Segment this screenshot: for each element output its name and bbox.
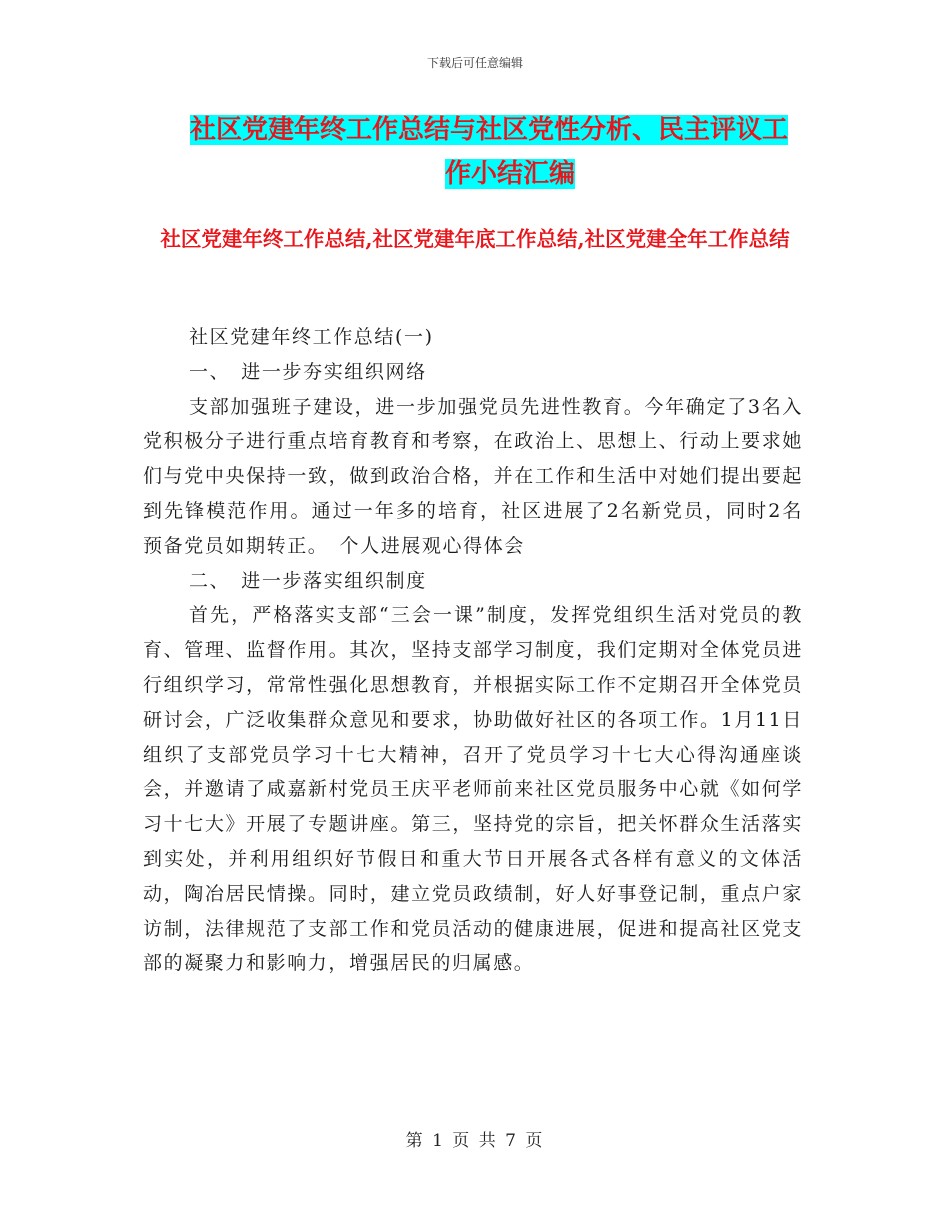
document-title [190,108,810,196]
page-number-footer: 第 1 页 共 7 页 [405,1131,545,1151]
title-line-1: 社区党建年终工作总结与社区党性分析、民主评议工 [190,115,789,145]
item-heading-1: 一、 进一步夯实组织网络 [189,360,427,383]
paragraph-1: 支部加强班子建设，进一步加强党员先进性教育。今年确定了3名入党积极分子进行重点培育教育和考察，在政治上、思想上、行动上要求她们与党中央保持一致，做到政治合格，并在工作和生活中对她们提出要起到先锋模范作用。通过一年多的培育，社区进展了2名新党员，同时2名预备党员如期转正。 个人进展观心得体会 [143,395,803,557]
document-body [143,320,803,981]
title-line-2: 作小结汇编 [444,159,575,189]
document-subtitle: 社区党建年终工作总结,社区党建年底工作总结,社区党建全年工作总结 [160,227,790,251]
paragraph-2: 首先，严格落实支部“三会一课”制度，发挥党组织生活对党员的教育、管理、监督作用。其次，坚持支部学习制度，我们定期对全体党员进行组织学习，常常性强化思想教育，并根据实际工作不定期召开全体党员研讨会，广泛收集群众意见和要求，协助做好社区的各项工作。1月11日组织了支部党员学习十七大精神，召开了党员学习十七大心得沟通座谈会，并邀请了咸嘉新村党员王庆平老师前来社区党员服务中心就《如何学习十七大》开展了专题讲座。第三，坚持党的宗旨，把关怀群众生活落实到实处，并利用组织好节假日和重大节日开展各式各样有意义的文体活动，陶冶居民情操。同时，建立党员政绩制，好人好事登记制，重点户家访制，法律规范了支部工作和党员活动的健康进展，促进和提高社区党支部的凝聚力和影响力，增强居民的归属感。 [143,604,803,975]
header-note: 下载后可任意编辑 [426,56,523,70]
item-heading-2: 二、 进一步落实组织制度 [189,569,427,592]
section-heading: 社区党建年终工作总结(一) [189,326,434,348]
